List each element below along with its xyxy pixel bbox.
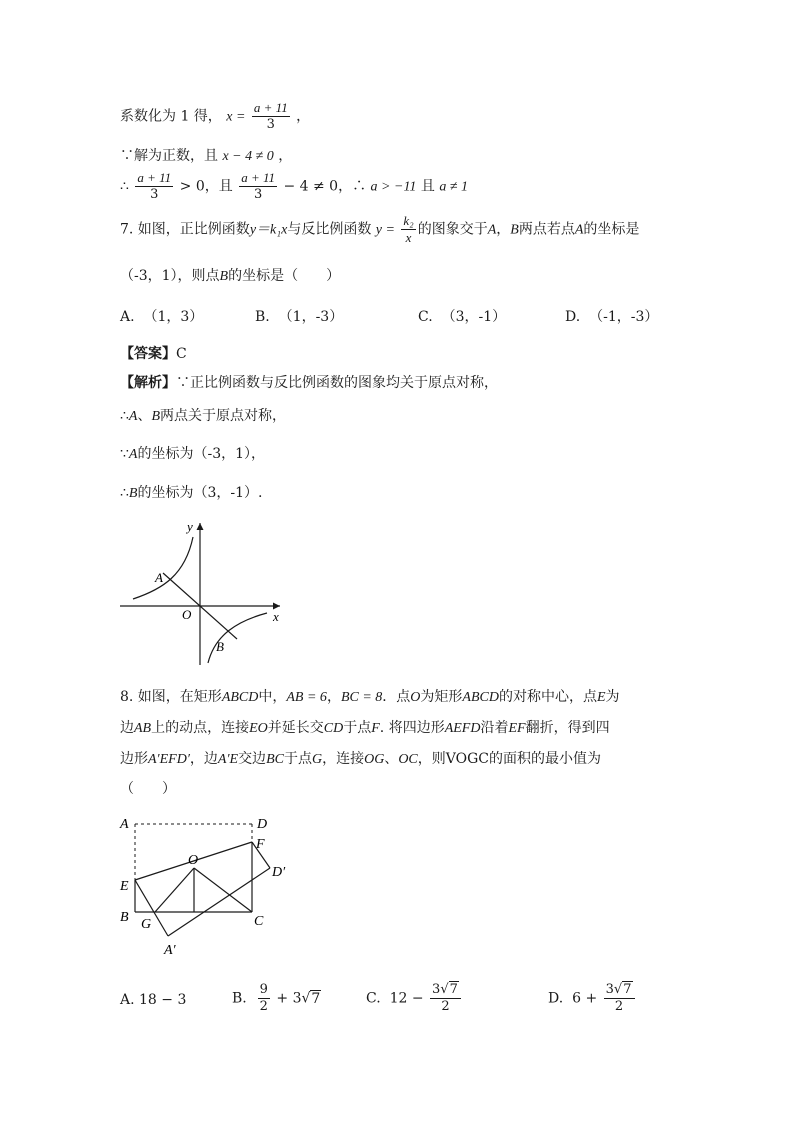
q8-option-a[interactable]: A. 18 − 3 [120, 992, 187, 1008]
solution-line-3: ∴ $\frac{a + 11}{3}$ > 0，且 $\frac{a + 11}{3}$ − 4 ≠ 0，∴ a > −11 且 a ≠ 1 [120, 170, 468, 202]
q8-stem-line-2: 边AB上的动点，连接EO并延长交CD于点F. 将四边形AEFD沿着EF翻折，得到四 [120, 720, 610, 736]
label-d: D [257, 817, 268, 832]
label-a-prime: A′ [164, 943, 176, 958]
q7-analysis-3: ∵A的坐标为（-3，1）， [120, 446, 266, 462]
y-label: y [187, 519, 193, 534]
point-a-label: A [155, 570, 163, 585]
q8-stem-line-3: 边形A′EFD′，边A′E交边BC于点G，连接OG、OC，则VOGC的面积的最小值为 [120, 751, 602, 767]
label-o: O [188, 853, 199, 868]
q7-analysis-4: ∴B的坐标为（3，-1）. [120, 485, 263, 501]
q7-stem-line-1: 7. 如图，正比例函数y＝k₁x与反比例函数 y = $\frac{\text{k₂}}{x}$ 的图象交于A，B两点若点A的坐标是 [120, 213, 640, 245]
fraction: $\frac{a + 11}{3}$ [253, 100, 288, 132]
label-b: B [120, 910, 129, 925]
q8-stem-line-1: 8. 如图，在矩形ABCD中，AB = 6，BC = 8．点O为矩形ABCD的对称中心，点E为 [120, 689, 620, 705]
q7-option-b[interactable]: B. （1，-3） [255, 309, 344, 325]
q7-analysis-2: ∴A、B两点关于原点对称， [120, 408, 287, 424]
q8-option-c[interactable]: C. 12 − $\frac{3√7}{2}$ [366, 982, 463, 1015]
origin-label: O [182, 607, 192, 622]
point-b-label: B [216, 639, 224, 654]
q8-option-b[interactable]: B. $\frac{9}{2}$ + 3√7 [232, 982, 321, 1014]
q7-stem-line-2: （-3，1），则点B的坐标是（ ） [120, 268, 341, 284]
label-f: F [256, 837, 265, 852]
q7-option-c[interactable]: C. （3，-1） [418, 309, 507, 325]
q8-option-d[interactable]: D. 6 + $\frac{3√7}{2}$ [548, 982, 637, 1015]
label-d-prime: D′ [272, 865, 286, 880]
q8-stem-line-4: （ ） [120, 781, 176, 797]
q8-rectangle-figure [112, 808, 302, 958]
q7-option-d[interactable]: D. （-1，-3） [565, 309, 659, 325]
solution-line-1: 系数化为 1 得， x = $\frac{a + 11}{3}$ ， [120, 100, 311, 132]
q7-graph-figure [115, 515, 290, 670]
hyperbola-branch-upper [133, 537, 193, 599]
label-g: G [141, 917, 152, 932]
q7-answer: 【答案】C [120, 346, 187, 362]
label-e: E [120, 879, 129, 894]
x-label: x [273, 609, 279, 624]
label-a: A [120, 817, 129, 832]
solution-line-2: ∵解为正数，且 x − 4 ≠ 0 ， [120, 148, 293, 164]
label-c: C [254, 914, 264, 929]
q7-option-a[interactable]: A. （1，3） [120, 309, 204, 325]
q7-analysis-1: 【解析】∵正比例函数与反比例函数的图象均关于原点对称， [120, 375, 498, 391]
